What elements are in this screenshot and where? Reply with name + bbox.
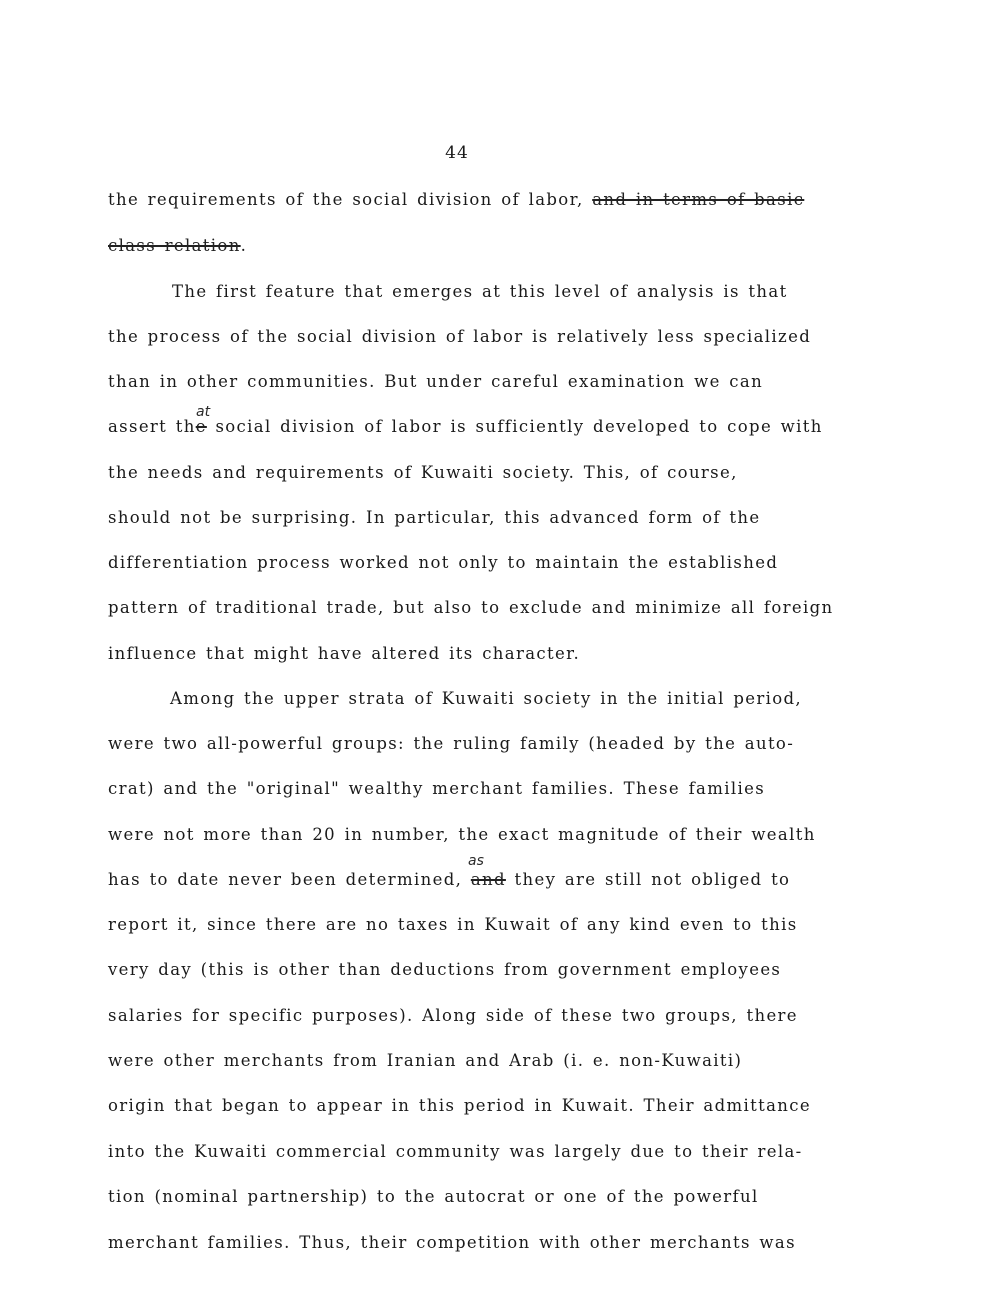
text-segment: were not more than 20 in number, the exact magnitude of their wealth xyxy=(108,825,816,844)
text-line xyxy=(108,1050,742,1072)
text-line xyxy=(108,416,823,438)
text-line xyxy=(108,778,765,800)
text-line xyxy=(108,326,811,348)
text-segment: report it, since there are no taxes in Kuwait of any kind even to this xyxy=(108,915,798,934)
text-segment: crat) and the "original" wealthy merchant families. These families xyxy=(108,779,766,798)
struck-text: and in terms of basic xyxy=(592,190,805,209)
handwritten-insert: as xyxy=(468,853,484,869)
text-segment: social division of labor is sufficiently developed to cope with xyxy=(206,417,823,436)
text-line xyxy=(172,281,788,303)
text-line xyxy=(108,914,798,936)
struck-text: class relation xyxy=(108,236,241,255)
text-segment: were other merchants from Iranian and Arab (i. e. non-Kuwaiti) xyxy=(108,1051,743,1070)
text-segment: into the Kuwaiti commercial community was largely due to their rela- xyxy=(108,1142,803,1161)
text-line xyxy=(108,552,778,574)
text-line xyxy=(108,189,804,211)
text-segment: The first feature that emerges at this level of analysis is that xyxy=(172,282,788,301)
text-line xyxy=(108,959,781,981)
text-line xyxy=(108,1141,803,1163)
text-segment: differentiation process worked not only to maintain the established xyxy=(108,553,779,572)
text-segment: the needs and requirements of Kuwaiti society. This, of course, xyxy=(108,463,738,482)
text-line xyxy=(108,643,580,665)
text-segment: they are still not obliged to xyxy=(505,870,791,889)
text-line xyxy=(108,1095,811,1117)
text-segment: the requirements of the social division of labor, xyxy=(108,190,593,209)
text-segment: origin that began to appear in this period in Kuwait. Their admittance xyxy=(108,1096,811,1115)
text-line xyxy=(108,235,247,257)
text-segment: should not be surprising. In particular, this advanced form of the xyxy=(108,508,761,527)
text-segment: tion (nominal partnership) to the autocrat or one of the powerful xyxy=(108,1187,759,1206)
page-number: 44 xyxy=(445,143,469,163)
text-line xyxy=(108,597,834,619)
text-segment: Among the upper strata of Kuwaiti society in the initial period, xyxy=(170,689,803,708)
text-line xyxy=(108,733,794,755)
text-line xyxy=(108,869,790,891)
struck-text: and xyxy=(470,870,506,889)
text-line xyxy=(108,462,738,484)
text-line xyxy=(108,507,760,529)
handwritten-insert: at xyxy=(196,404,211,420)
struck-text: e xyxy=(195,417,207,436)
text-segment: than in other communities. But under careful examination we can xyxy=(108,372,764,391)
text-segment: . xyxy=(240,236,248,255)
text-line xyxy=(108,1005,798,1027)
text-line xyxy=(108,371,763,393)
text-segment: the process of the social division of labor is relatively less specialized xyxy=(108,327,812,346)
text-segment: salaries for specific purposes). Along side of these two groups, there xyxy=(108,1006,798,1025)
text-segment: has to date never been determined, xyxy=(108,870,471,889)
text-segment: merchant families. Thus, their competition with other merchants was xyxy=(108,1233,796,1252)
text-segment: assert th xyxy=(108,417,196,436)
text-line xyxy=(108,1232,796,1254)
text-segment: very day (this is other than deductions from government employees xyxy=(108,960,782,979)
text-segment: pattern of traditional trade, but also to exclude and minimize all foreign xyxy=(108,598,834,617)
text-segment: influence that might have altered its character. xyxy=(108,644,581,663)
text-line xyxy=(170,688,802,710)
text-line xyxy=(108,824,816,846)
text-segment: were two all-powerful groups: the ruling family (headed by the auto- xyxy=(108,734,795,753)
text-line xyxy=(108,1186,759,1208)
